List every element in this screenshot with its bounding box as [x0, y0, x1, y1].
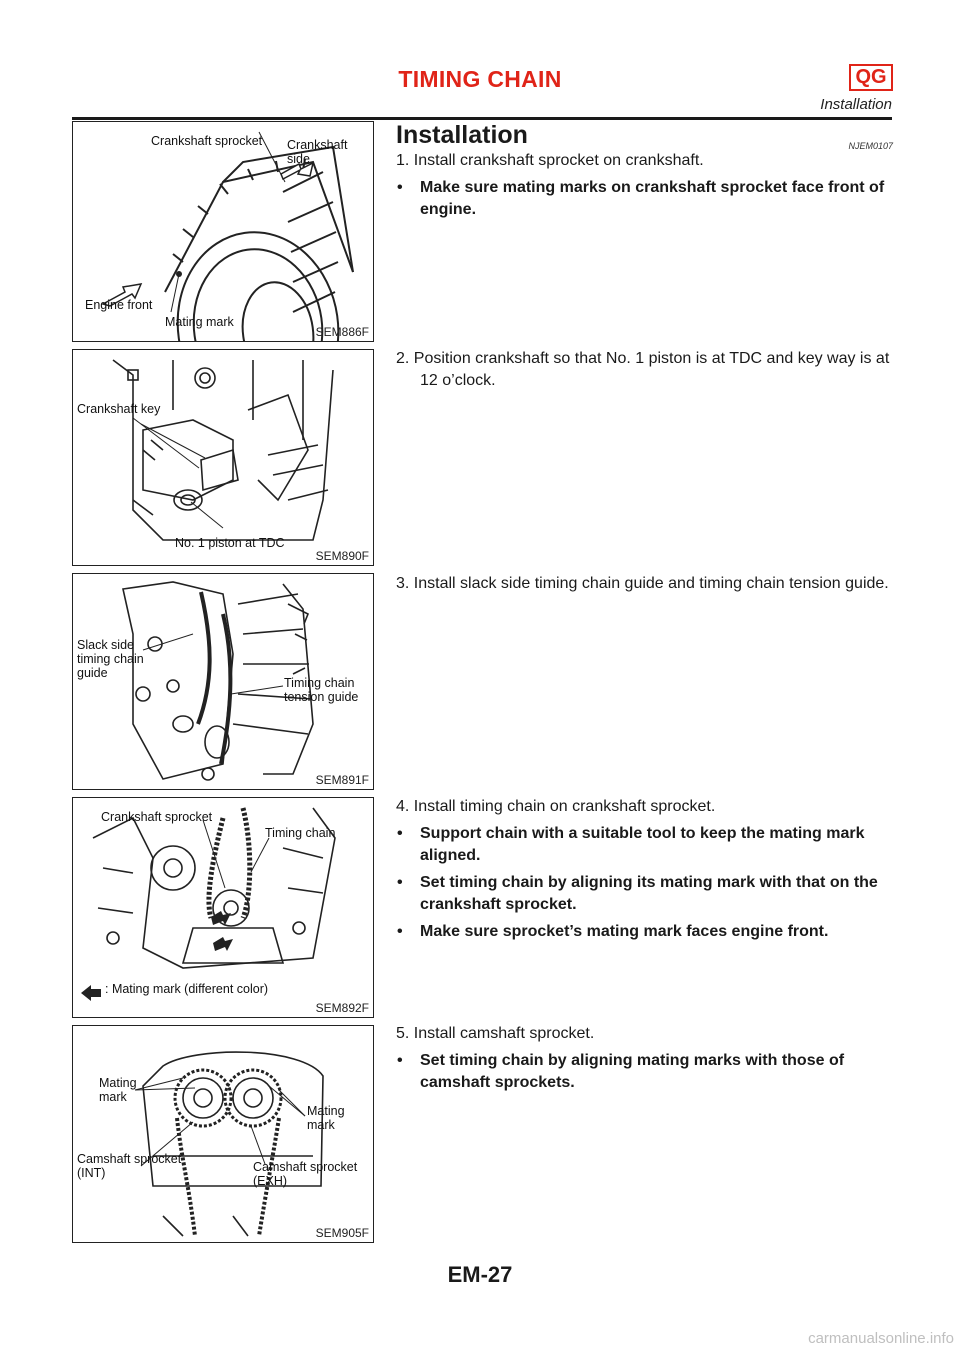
bullet-text: Make sure sprocket’s mating mark faces engine front.	[420, 923, 829, 940]
step-bullet	[396, 921, 893, 943]
figure-id: SEM905F	[315, 1226, 369, 1240]
callout-crankshaft-key: Crankshaft key	[77, 402, 161, 416]
callout-camshaft-sprocket-int: Camshaft sprocket (INT)	[77, 1152, 182, 1180]
bullet-mark: •	[397, 825, 403, 842]
step-bullet	[396, 1050, 893, 1094]
site-watermark: carmanualsonline.info	[808, 1330, 954, 1347]
section-reference-code: NJEM0107	[848, 141, 893, 151]
bullet-mark: •	[397, 1052, 403, 1069]
section-title: Installation	[396, 121, 528, 149]
step-bullet	[396, 823, 893, 867]
bullet-text: Set timing chain by aligning its mating mark with that on the crankshaft sprocket.	[420, 874, 878, 913]
step-text: 5. Install camshaft sprocket.	[396, 1025, 595, 1042]
callout-crankshaft-sprocket: Crankshaft sprocket	[101, 810, 213, 824]
section-heading-block	[396, 121, 893, 150]
bullet-text: Support chain with a suitable tool to keep the mating mark aligned.	[420, 825, 865, 864]
bullet-mark: •	[397, 874, 403, 891]
figure-crankshaft-sprocket	[72, 121, 374, 342]
bullet-mark: •	[397, 923, 403, 940]
bullet-text: Set timing chain by aligning mating marks with those of camshaft sprockets.	[420, 1052, 845, 1091]
callout-engine-front: Engine front	[85, 298, 153, 312]
bullet-text: Make sure mating marks on crankshaft sprocket face front of engine.	[420, 179, 885, 218]
callout-mating-mark: Mating mark	[165, 315, 234, 329]
camshaft-sprockets-illustration	[73, 1026, 373, 1243]
step-bullet	[396, 177, 893, 221]
figure-crankshaft-key	[72, 349, 374, 566]
figure-id: SEM886F	[315, 325, 369, 339]
bullet-mark: •	[397, 179, 403, 196]
step-1	[396, 150, 893, 221]
callout-crankshaft-sprocket: Crankshaft sprocket	[151, 134, 263, 148]
page-number: EM-27	[447, 1262, 513, 1287]
step-text: 4. Install timing chain on crankshaft sprocket.	[396, 798, 716, 815]
callout-tension-guide: Timing chain tension guide	[284, 676, 359, 704]
callout-mating-mark-left: Mating mark	[99, 1076, 137, 1104]
callout-mating-mark-different-color: : Mating mark (different color)	[105, 982, 269, 996]
step-text: 2. Position crankshaft so that No. 1 piston is at TDC and key way is at 12 o’clock.	[396, 350, 890, 389]
step-4	[396, 796, 893, 943]
step-bullet	[396, 872, 893, 916]
step-text: 1. Install crankshaft sprocket on crankshaft.	[396, 152, 704, 169]
figure-timing-chain-guides	[72, 573, 374, 790]
page-header-title: TIMING CHAIN	[398, 66, 562, 92]
figure-id: SEM892F	[315, 1001, 369, 1015]
page-header-subtitle: Installation	[820, 96, 892, 113]
step-5	[396, 1023, 893, 1094]
callout-timing-chain: Timing chain	[265, 826, 336, 840]
figure-id: SEM890F	[315, 549, 369, 563]
step-3	[396, 573, 893, 595]
header-divider	[72, 117, 892, 120]
crankshaft-key-illustration	[73, 350, 373, 566]
figure-timing-chain-crank	[72, 797, 374, 1018]
callout-slack-side-guide: Slack side timing chain guide	[77, 638, 144, 680]
callout-camshaft-sprocket-exh: Camshaft sprocket (EXH)	[253, 1160, 358, 1188]
figure-camshaft-sprockets	[72, 1025, 374, 1243]
callout-no1-piston-tdc: No. 1 piston at TDC	[175, 536, 285, 550]
figure-id: SEM891F	[315, 773, 369, 787]
callout-crankshaft-side: Crankshaft side	[287, 138, 348, 166]
engine-code-badge: QG	[849, 64, 893, 91]
step-text: 3. Install slack side timing chain guide and timing chain tension guide.	[396, 575, 889, 592]
step-2	[396, 348, 893, 392]
callout-mating-mark-right: Mating mark	[307, 1104, 345, 1132]
